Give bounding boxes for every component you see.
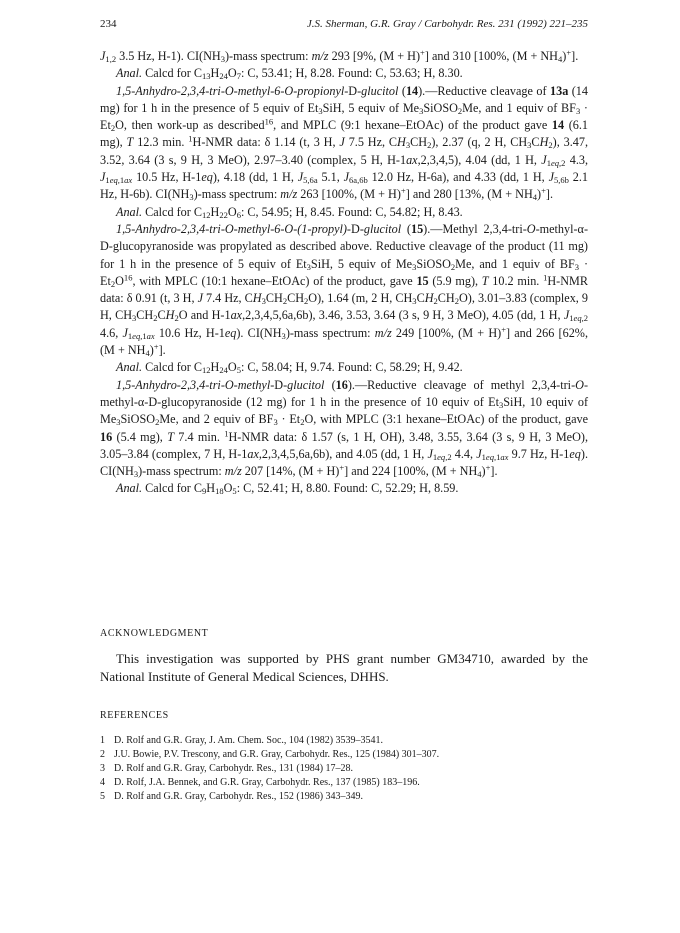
- references-heading: REFERENCES: [100, 710, 169, 721]
- paragraph-compound-16: 1,5-Anhydro-2,3,4-tri-O-methyl-D-glucitol (16).—Reductive cleavage of methyl 2,3,4-tri-O-methyl-α-D-glucopyranoside (12 mg) for 1 h in the presence of 10 equiv of $Et_3SiH$, 10 equiv of $Me_3SiOSO_2Me$, and 2 equiv of $BF_3 \cdot Et_2O$, with MPLC (3:1 hexane–EtOAc) of the product, gave 16 (5.4 mg), T 7.4 min. $^1$H-NMR data: δ 1.57 (s, 1 H, OH), 3.48, 3.55, 3.64 (3 s, 9 H, 3 MeO), 3.05–3.84 (complex, 7 H, H-1ax,2,3,4,5,6a,6b), and 4.05 (dd, 1 H, $J_{1eq,2}$ 4.4, $J_{1eq,1ax}$ 9.7 Hz, H-1eq). $CI(NH_3)$-mass spectrum: m/z 207 [14%, (M + H)+] and 224 [100%, $(M + NH_4)^+$].: [100, 377, 589, 480]
- reference-item: [100, 790, 588, 804]
- reference-text: D. Rolf and G.R. Gray, Carbohydr. Res., 152 (1986) 343–349.: [114, 791, 364, 802]
- analysis-15: Anal. Calcd for $C_{12}H_{24}O_5$: C, 58.04; H, 9.74. Found: C, 58.29; H, 9.42.: [116, 360, 463, 376]
- paragraph-compound-14: 1,5-Anhydro-2,3,4-tri-O-methyl-6-O-propionyl-D-glucitol (14).—Reductive cleavage of 13a (14 mg) for 1 h in the presence of 5 equiv of $Et_3SiH$, 5 equiv of $Me_3SiOSO_2Me$, and 1 equiv of $BF_3 \cdot Et_2O$, then work-up as described$^{16}$, and MPLC (9:1 hexane–EtOAc) of the product gave 14 (6.1 mg), T 12.3 min. $^1$H-NMR data: δ 1.14 (t, 3 H, J 7.5 Hz, $CH_3CH_2$), 2.37 (q, 2 H, $CH_3CH_2$), 3.47, 3.52, 3.64 (3 s, 9 H, 3 MeO), 2.97–3.40 (complex, 5 H, H-1ax,2,3,4,5), 4.04 (dd, 1 H, $J_{1eq,2}$ 4.3, $J_{1eq,1ax}$ 10.5 Hz, H-1eq), 4.18 (dd, 1 H, $J_{5,6a}$ 5.1, $J_{6a,6b}$ 12.0 Hz, H-6a), and 4.33 (dd, 1 H, $J_{5,6b}$ 2.1 Hz, H-6b). $CI(NH_3)$-mass spectrum: m/z 263 [100%, (M + H)+] and 280 [13%, $(M + NH_4)^+$].: [100, 83, 589, 203]
- analysis-16: Anal. Calcd for $C_9H_{18}O_5$: C, 52.41; H, 8.80. Found: C, 52.29; H, 8.59.: [116, 481, 459, 497]
- page-number: 234: [100, 18, 117, 30]
- reference-text: D. Rolf and G.R. Gray, Carbohydr. Res., 131 (1984) 17–28.: [114, 763, 354, 774]
- reference-text: D. Rolf, J.A. Bennek, and G.R. Gray, Carbohydr. Res., 137 (1985) 183–196.: [114, 777, 420, 788]
- page-header: [100, 18, 588, 34]
- reference-item: [100, 748, 588, 762]
- reference-number: 1: [100, 735, 105, 746]
- reference-item: [100, 776, 588, 790]
- reference-number: 5: [100, 791, 105, 802]
- paragraph-compound-15: 1,5-Anhydro-2,3,4-tri-O-methyl-6-O-(1-propyl)-D-glucitol (15).—Methyl 2,3,4-tri-O-methyl-α-D-glucopyranoside was propylated as described above. Reductive cleavage of the product (11 mg) for 1 h in the presence of 5 equiv of $Et_3SiH$, 5 equiv of $Me_3SiOSO_2Me$, and 1 equiv of $BF_3 \cdot Et_2O^{16}$, with MPLC (10:1 hexane–EtOAc) of the product, gave 15 (5.9 mg), T 10.2 min. $^1$H-NMR data: δ 0.91 (t, 3 H, J 7.4 Hz, $CH_3CH_2CH_2O$), 1.64 (m, 2 H, $CH_3CH_2CH_2O$), 3.01–3.83 (complex, 9 H, $CH_3CH_2CH_2O$ and H-1ax,2,3,4,5,6a,6b), 3.46, 3.53, 3.64 (3 s, 9 H, 3 MeO), 4.05 (dd, 1 H, $J_{1eq,2}$ 4.6, $J_{1eq,1ax}$ 10.6 Hz, H-1eq). $CI(NH_3)$-mass spectrum: m/z 249 [100%, (M + H)+] and 266 [62%, $(M + NH_4)^+$].: [100, 221, 589, 359]
- analysis-13a: Anal. Calcd for $C_{13}H_{24}O_7$: C, 53.41; H, 8.28. Found: C, 53.63; H, 8.30.: [116, 66, 463, 82]
- experimental-section: [100, 48, 588, 498]
- reference-number: 2: [100, 749, 105, 760]
- reference-list: [100, 734, 588, 804]
- reference-item: [100, 762, 588, 776]
- reference-text: D. Rolf and G.R. Gray, J. Am. Chem. Soc., 104 (1982) 3539–3541.: [114, 735, 384, 746]
- reference-number: 4: [100, 777, 105, 788]
- acknowledgment-text: This investigation was supported by PHS grant number GM34710, awarded by the National Institute of General Medical Sciences, DHHS.: [100, 651, 588, 684]
- analysis-14: Anal. Calcd for $C_{12}H_{22}O_6$: C, 54.95; H, 8.45. Found: C, 54.82; H, 8.43.: [116, 204, 463, 220]
- paragraph-13a-cont: $J_{1,2}$ 3.5 Hz, H-1). $CI(NH_3)$-mass spectrum: m/z 293 [9%, (M + H)+] and 310 [100%, $(M + NH_4)^+$].: [100, 47, 579, 65]
- reference-item: [100, 734, 588, 748]
- reference-text: J.U. Bowie, P.V. Trescony, and G.R. Gray, Carbohydr. Res., 125 (1984) 301–307.: [114, 749, 440, 760]
- reference-number: 3: [100, 763, 105, 774]
- running-title: J.S. Sherman, G.R. Gray / Carbohydr. Res. 231 (1992) 221–235: [306, 18, 588, 30]
- acknowledgment-heading: ACKNOWLEDGMENT: [100, 628, 209, 639]
